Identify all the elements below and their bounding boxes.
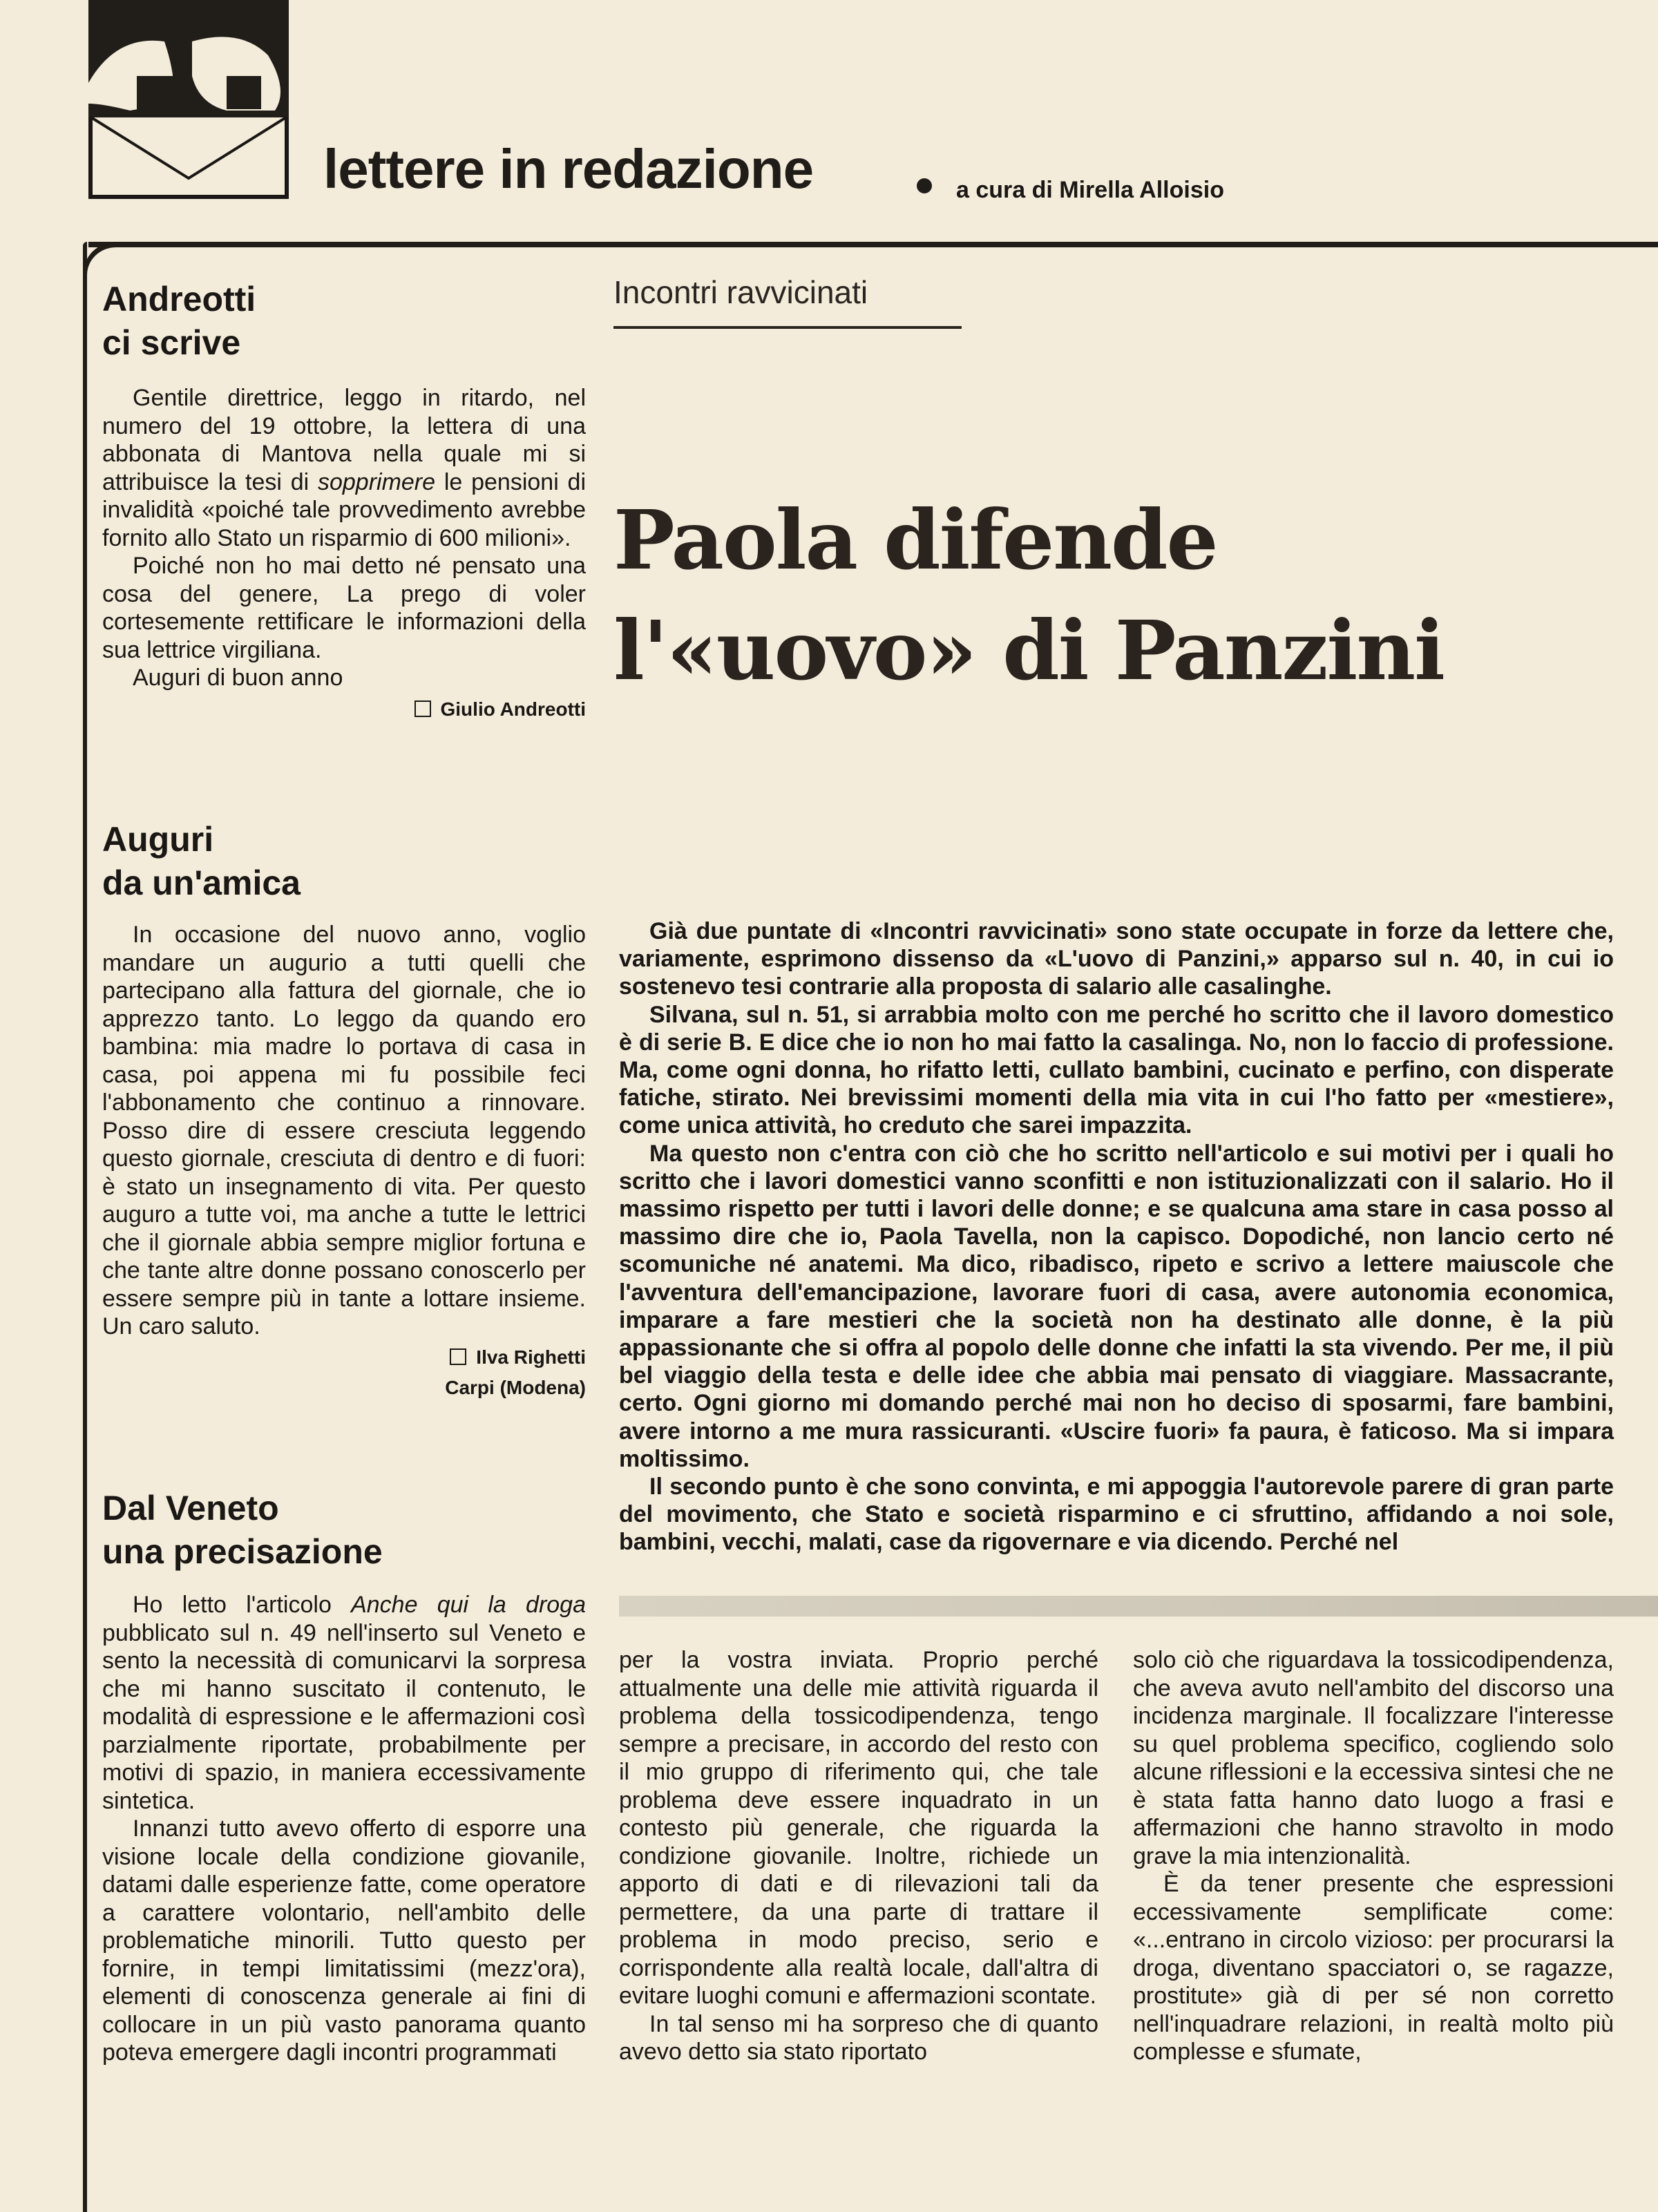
intro-paragraph: Silvana, sul n. 51, si arrabbia molto con me perché ho scritto che il lavoro domestico è di serie B. E dice che io non ho mai fatto la casalinga. No, non lo faccio di professione. Ma, come ogni donna, ho rifatto letti, cullato bambini, cucinato e perfino, con disperate fatiche, stirato. Nei brevissimi momenti della mia vita in cui l'ho fatto per «mestiere», come unica attività, ho creduto che sarei impazzita. <box>619 1001 1614 1139</box>
letter-andreotti <box>102 278 586 365</box>
letter-auguri <box>102 818 586 905</box>
intro-paragraph: Il secondo punto è che sono convinta, e mi appoggia l'autorevole parere di gran parte del movimento, che Stato e società risparmino e ci sfruttino, affidando a noi sole, bambini, vecchi, malati, case da rigovernare e via dicendo. Perché nel <box>619 1474 1614 1556</box>
letter-paragraph: Auguri di buon anno <box>133 665 343 691</box>
separator-band <box>619 1596 1658 1617</box>
letter-paragraph: In tal senso mi ha sorpreso che di quanto avevo detto sia stato riportato <box>619 2010 1098 2065</box>
rubric-title: Incontri ravvicinati <box>613 274 868 310</box>
letter-title: Andreotti ci scrive <box>102 280 256 362</box>
feature-headline: Paola difende l'«uovo» di Panzini <box>613 492 1444 698</box>
letter-paragraph: In occasione del nuovo anno, voglio mandare un augurio a tutti quelli che partecipano alla fattura del giornale, che io apprezzo tanto. Lo leggo da quando ero bambina: mia madre lo portava di casa in casa, poi appena mi fu possibile feci l'abbonamento che continuo a rinnovare. Posso dire di essere cresciuta leggendo questo giornale, cresciuta di dentro e di fuori: è stato un insegnamento di vita. Per questo auguro a tutte voi, ma anche a tutte le lettrici che il giornale abbia sempre miglior fortuna e che tante altre donne possano conoscerlo per essere sempre più in tante a lottare insieme. Un caro saluto. <box>102 922 586 1339</box>
letter-auguri-body <box>102 921 586 1403</box>
curator-credit: a cura di Mirella Alloisio <box>956 177 1224 203</box>
intro-paragraph: Ma questo non c'entra con ciò che ho scritto nell'articolo e sui motivi per i quali ho scritto che i lavori domestici vanno sconfitti e non istituzionalizzati con il salario. Ho il massimo rispetto per tutti i lavori delle donne; e se qualcuna ama stare in casa posso al massimo dire che io, Paola Tavella, non la capisco. Dopodiché, non lancio certo né scomuniche né anatemi. Ma dico, ribadisco, ripeto e scrivo a lettere maiuscole che l'avventura dell'emancipazione, lavorare fuori di casa, avere autonomia economica, imparare a fare mestieri che la società non ha destinato alle donne, è la più appassionante che si offra al popolo delle donne che infatti la sta vivendo. Per me, il più bel viaggio della testa e delle idee che abbia mai pensato di viaggiare. Massacrante, certo. Ogni giorno mi domando perché mai non ho deciso di sposarmi, fare bambini, avere intorno a me mura rassicuranti. «Uscire fuori» fa paura, è faticoso. Ma si impara moltissimo. <box>619 1140 1614 1472</box>
letter-paragraph: Innanzi tutto avevo offerto di esporre una visione locale della condizione giovanile, datami dalle esperienze fatte, come operatore a carattere volontario, nell'ambito delle problematiche minorili. Tutto questo per fornire, in tempi limitatissimi (mezz'ora), elementi di conoscenza generale ai fini di collocare in un più vasto panorama quanto poteva emergere dagli incontri programmati <box>102 1815 586 2066</box>
letter-veneto-col2 <box>619 1646 1098 2066</box>
bullet-dot <box>917 178 932 193</box>
letter-title: Dal Veneto una precisazione <box>102 1489 383 1571</box>
frame-corner <box>83 242 124 283</box>
signature-box-icon <box>450 1348 466 1365</box>
letter-veneto-col3 <box>1133 1646 1614 2066</box>
letter-signature: Ilva Righetti Carpi (Modena) <box>445 1346 586 1398</box>
letter-andreotti-body <box>102 384 586 725</box>
letter-paragraph: Poiché non ho mai detto né pensato una cosa del genere, La prego di voler cortesemente rettificare le informazioni della sua lettrice virgiliana. <box>102 553 586 663</box>
section-title: lettere in redazione <box>323 138 814 200</box>
envelope-icon <box>88 0 289 199</box>
letter-paragraph: Gentile direttrice, leggo in ritardo, nel numero del 19 ottobre, la lettera di una abbonata di Mantova nella quale mi si attribuisce la tesi di sopprimere le pensioni di invalidità «poiché tale provvedimento avrebbe fornito allo Stato un risparmio di 600 milioni». <box>102 385 586 551</box>
letter-paragraph: Ho letto l'articolo Anche qui la droga pubblicato sul n. 49 nell'inserto sul Veneto e sento la necessità di comunicarvi la sorpresa che mi hanno suscitato il contenuto, le modalità di espressione e le affermazioni così parzialmente riportate, probabilmente per motivi di spazio, in maniera eccessivamente sintetica. <box>102 1592 586 1814</box>
letter-paragraph: per la vostra inviata. Proprio perché attualmente una delle mie attività riguarda il problema della tossicodipendenza, tengo sempre a precisare, in accordo del resto con il mio gruppo di riferimento qui, che tale problema deve essere inquadrato in un contesto più generale, che riguarda la condizione giovanile. Inoltre, richiede un apporto di dati e di rilevazioni tali da permettere, da una parte di trattare il problema in modo preciso, serio e corrispondente alla realtà locale, dall'altra di evitare luoghi comuni e affermazioni scontate. <box>619 1647 1098 2009</box>
letter-veneto-body <box>102 1591 586 2067</box>
letter-title: Auguri da un'amica <box>102 820 301 902</box>
letter-paragraph: È da tener presente che espressioni eccessivamente semplificate come: «...entrano in circolo vizioso: per procurarsi la droga, diventano spacciatori o, se ragazze, prostitute» già di per sé non corretto nell'inquadrare relazioni, in realtà molto più complesse e sfumate, <box>1133 1871 1614 2065</box>
left-frame-rule <box>83 242 87 2212</box>
intro-paragraph: Già due puntate di «Incontri ravvicinati» sono state occupate in forze da lettere che, variamente, esprimono dissenso da «L'uovo di Panzini,» apparso sul n. 40, in cui io sostenevo tesi contrarie alla proposta di salario alle casalinghe. <box>619 918 1614 1000</box>
letter-signature: Giulio Andreotti <box>102 694 586 725</box>
signature-box-icon <box>414 700 431 717</box>
header-rule <box>88 242 1658 247</box>
rubric-underline <box>613 326 962 329</box>
feature-intro <box>619 917 1614 1556</box>
letter-veneto <box>102 1487 586 1574</box>
letter-paragraph: solo ciò che riguardava la tossicodipendenza, che aveva avuto nell'ambito del discorso una incidenza marginale. Il focalizzare l'interesse su quel problema specifico, cogliendo solo alcune riflessioni e la eccessiva sintesi che ne è stata fatta hanno dato luogo a frasi e affermazioni che hanno stravolto in modo grave la mia intenzionalità. <box>1133 1647 1614 1869</box>
